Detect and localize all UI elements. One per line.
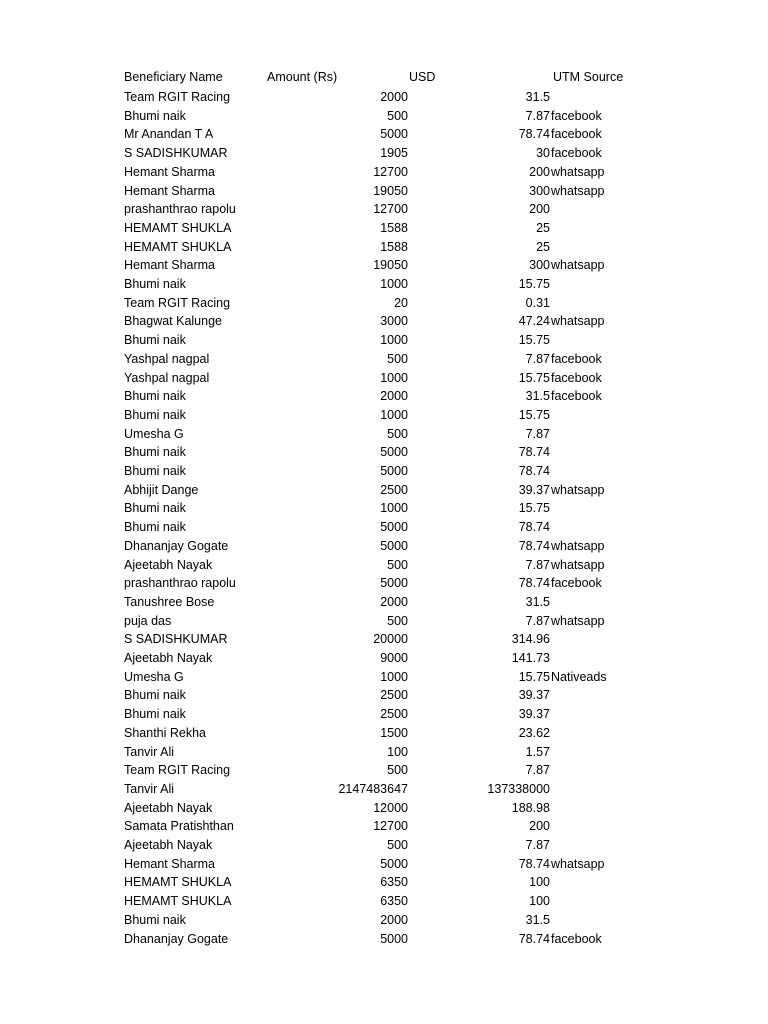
beneficiary-name-cell: Tanvir Ali (124, 781, 175, 796)
table-row (0, 312, 768, 331)
beneficiary-name-cell: puja das (124, 613, 172, 628)
table-row (0, 668, 768, 687)
beneficiary-name-cell: Abhijit Dange (124, 482, 199, 497)
usd-cell: 188.98 (511, 800, 550, 815)
utm-source-cell: facebook (551, 389, 602, 404)
table-row (0, 406, 768, 425)
table-row (0, 107, 768, 126)
usd-cell: 7.87 (525, 426, 550, 441)
usd-cell: 200 (529, 164, 550, 179)
amount-cell: 2500 (380, 482, 408, 497)
usd-cell: 31.5 (525, 389, 550, 404)
beneficiary-name-cell: Shanthi Rekha (124, 725, 207, 740)
usd-cell: 100 (529, 875, 550, 890)
usd-cell: 78.74 (518, 445, 550, 460)
amount-cell: 9000 (380, 651, 408, 665)
table-row (0, 350, 768, 369)
utm-source-cell: facebook (551, 108, 602, 123)
table-row (0, 425, 768, 444)
usd-cell: 25 (536, 239, 550, 254)
utm-source-cell: Nativeads (551, 669, 607, 684)
beneficiary-name-cell: Team RGIT Racing (124, 763, 231, 778)
utm-source-cell: facebook (551, 127, 602, 142)
table-row (0, 649, 768, 668)
beneficiary-name-cell: HEMAMT SHUKLA (124, 875, 232, 890)
table-row (0, 593, 768, 612)
amount-cell: 500 (387, 426, 408, 441)
table-row (0, 219, 768, 238)
table-row (0, 275, 768, 294)
amount-cell: 2000 (380, 594, 408, 609)
table-row (0, 144, 768, 163)
usd-cell: 15.75 (518, 669, 550, 684)
amount-cell: 5000 (380, 856, 408, 871)
usd-cell: 78.74 (518, 931, 550, 946)
usd-cell: 78.74 (518, 538, 550, 553)
table-row (0, 331, 768, 350)
table-row (0, 799, 768, 818)
utm-source-cell: facebook (551, 370, 602, 385)
table-row (0, 930, 768, 949)
table-row (0, 200, 768, 219)
table-row (0, 817, 768, 836)
table-row (0, 873, 768, 892)
amount-cell: 5000 (380, 445, 408, 460)
table-row (0, 630, 768, 649)
table-row (0, 88, 768, 107)
amount-cell: 5000 (380, 576, 408, 591)
usd-cell: 78.74 (518, 576, 550, 591)
amount-cell: 20000 (373, 632, 408, 647)
amount-cell: 2000 (380, 90, 408, 104)
amount-cell: 2147483647 (338, 781, 408, 796)
header-amount: Amount (Rs) (267, 70, 338, 84)
utm-source-cell: facebook (551, 576, 602, 591)
amount-cell: 500 (387, 557, 408, 572)
table-row (0, 743, 768, 762)
amount-cell: 500 (387, 763, 408, 778)
usd-cell: 7.87 (525, 613, 550, 628)
amount-cell: 100 (387, 744, 408, 759)
beneficiary-name-cell: Yashpal nagpal (124, 351, 210, 366)
table-row (0, 294, 768, 313)
amount-cell: 1588 (380, 239, 408, 254)
amount-cell: 1000 (380, 333, 408, 348)
beneficiary-name-cell: Bhumi naik (124, 912, 186, 927)
amount-cell: 6350 (380, 875, 408, 890)
table-row (0, 537, 768, 556)
beneficiary-name-cell: Bhumi naik (124, 333, 186, 348)
amount-cell: 20 (394, 295, 408, 310)
beneficiary-name-cell: Dhananjay Gogate (124, 931, 229, 946)
table-row (0, 256, 768, 275)
beneficiary-name-cell: Tanushree Bose (124, 594, 215, 609)
beneficiary-name-cell: Dhananjay Gogate (124, 538, 229, 553)
usd-cell: 15.75 (518, 370, 550, 385)
amount-cell: 1000 (380, 277, 408, 291)
usd-cell: 15.75 (518, 501, 550, 516)
table-row (0, 724, 768, 743)
beneficiary-name-cell: Bhumi naik (124, 501, 186, 516)
beneficiary-name-cell: Bhumi naik (124, 407, 186, 422)
utm-source-cell: whatsapp (551, 482, 605, 497)
usd-cell: 78.74 (518, 856, 550, 871)
amount-cell: 6350 (380, 894, 408, 909)
usd-cell: 39.37 (518, 707, 550, 722)
usd-cell: 15.75 (518, 407, 550, 422)
beneficiary-name-cell: Bhumi naik (124, 389, 186, 404)
table-row (0, 369, 768, 388)
beneficiary-name-cell: Bhumi naik (124, 520, 186, 535)
usd-cell: 25 (536, 220, 550, 235)
table-row (0, 892, 768, 911)
table-row (0, 780, 768, 799)
usd-cell: 100 (529, 894, 550, 909)
table-row (0, 443, 768, 462)
header-usd: USD (409, 70, 436, 84)
usd-cell: 200 (529, 819, 550, 834)
header-beneficiary-name: Beneficiary Name (124, 70, 223, 84)
amount-cell: 500 (387, 351, 408, 366)
usd-cell: 30 (536, 146, 550, 161)
beneficiary-name-cell: Umesha G (124, 669, 184, 684)
amount-cell: 1000 (380, 669, 408, 684)
header-utm-source: UTM Source (553, 70, 624, 84)
amount-cell: 2500 (380, 688, 408, 703)
usd-cell: 31.5 (525, 594, 550, 609)
usd-cell: 15.75 (518, 333, 550, 348)
table-row (0, 163, 768, 182)
beneficiary-name-cell: prashanthrao rapolu (124, 202, 236, 217)
amount-cell: 2000 (380, 912, 408, 927)
amount-cell: 5000 (380, 931, 408, 946)
beneficiary-name-cell: Bhumi naik (124, 445, 186, 460)
amount-cell: 5000 (380, 538, 408, 553)
amount-cell: 2500 (380, 707, 408, 722)
utm-source-cell: facebook (551, 931, 602, 946)
usd-cell: 1.57 (525, 744, 550, 759)
usd-cell: 7.87 (525, 108, 550, 123)
beneficiary-name-cell: HEMAMT SHUKLA (124, 239, 232, 254)
amount-cell: 5000 (380, 127, 408, 142)
utm-source-cell: whatsapp (551, 613, 605, 628)
beneficiary-name-cell: Hemant Sharma (124, 183, 216, 198)
usd-cell: 39.37 (518, 688, 550, 703)
table-row (0, 761, 768, 780)
usd-cell: 300 (529, 258, 550, 273)
amount-cell: 19050 (373, 258, 408, 273)
beneficiary-name-cell: HEMAMT SHUKLA (124, 894, 232, 909)
table-row (0, 462, 768, 481)
utm-source-cell: whatsapp (551, 164, 605, 179)
amount-cell: 3000 (380, 314, 408, 329)
amount-cell: 5000 (380, 520, 408, 535)
amount-cell: 12700 (373, 202, 408, 217)
utm-source-cell: facebook (551, 351, 602, 366)
table-row (0, 612, 768, 631)
amount-cell: 500 (387, 613, 408, 628)
table-row (0, 686, 768, 705)
amount-cell: 5000 (380, 464, 408, 478)
amount-cell: 1588 (380, 220, 408, 235)
usd-cell: 200 (529, 202, 550, 217)
usd-cell: 141.73 (511, 651, 550, 665)
usd-cell: 314.96 (511, 632, 550, 647)
table-row (0, 855, 768, 874)
beneficiary-name-cell: Bhumi naik (124, 688, 186, 703)
usd-cell: 78.74 (518, 127, 550, 142)
beneficiary-name-cell: Ajeetabh Nayak (124, 838, 213, 852)
usd-cell: 39.37 (518, 482, 550, 497)
beneficiary-name-cell: S SADISHKUMAR (124, 632, 228, 647)
beneficiary-name-cell: Team RGIT Racing (124, 90, 231, 104)
amount-cell: 1500 (380, 725, 408, 740)
usd-cell: 0.31 (525, 295, 550, 310)
beneficiary-name-cell: Hemant Sharma (124, 164, 216, 179)
beneficiary-name-cell: Yashpal nagpal (124, 370, 210, 385)
beneficiary-name-cell: Bhumi naik (124, 707, 186, 722)
utm-source-cell: whatsapp (551, 856, 605, 871)
table-row (0, 238, 768, 257)
beneficiary-name-cell: Mr Anandan T A (124, 127, 214, 142)
table-row (0, 836, 768, 855)
usd-cell: 23.62 (518, 725, 550, 740)
beneficiary-name-cell: Bhumi naik (124, 277, 186, 291)
utm-source-cell: whatsapp (551, 538, 605, 553)
table-row (0, 387, 768, 406)
usd-cell: 47.24 (518, 314, 550, 329)
usd-cell: 7.87 (525, 763, 550, 778)
table-row (0, 481, 768, 500)
amount-cell: 500 (387, 108, 408, 123)
usd-cell: 137338000 (487, 781, 550, 796)
beneficiary-name-cell: Team RGIT Racing (124, 295, 231, 310)
beneficiary-name-cell: Samata Pratishthan (124, 819, 234, 834)
table-row (0, 518, 768, 537)
amount-cell: 19050 (373, 183, 408, 198)
amount-cell: 1000 (380, 407, 408, 422)
usd-cell: 7.87 (525, 838, 550, 852)
utm-source-cell: whatsapp (551, 258, 605, 273)
beneficiary-name-cell: Bhumi naik (124, 108, 186, 123)
beneficiary-name-cell: Bhagwat Kalunge (124, 314, 222, 329)
beneficiary-name-cell: Hemant Sharma (124, 258, 216, 273)
table-row (0, 574, 768, 593)
beneficiary-name-cell: Umesha G (124, 426, 184, 441)
usd-cell: 78.74 (518, 464, 550, 478)
amount-cell: 1000 (380, 501, 408, 516)
usd-cell: 31.5 (525, 90, 550, 104)
table-row (0, 911, 768, 930)
header-row (0, 68, 768, 87)
usd-cell: 31.5 (525, 912, 550, 927)
beneficiary-name-cell: Hemant Sharma (124, 856, 216, 871)
beneficiary-name-cell: HEMAMT SHUKLA (124, 220, 232, 235)
table-row (0, 705, 768, 724)
beneficiary-name-cell: Ajeetabh Nayak (124, 800, 213, 815)
usd-cell: 78.74 (518, 520, 550, 535)
utm-source-cell: whatsapp (551, 557, 605, 572)
table-row (0, 556, 768, 575)
beneficiary-name-cell: S SADISHKUMAR (124, 146, 228, 161)
utm-source-cell: facebook (551, 146, 602, 161)
usd-cell: 7.87 (525, 557, 550, 572)
amount-cell: 12000 (373, 800, 408, 815)
amount-cell: 12700 (373, 164, 408, 179)
amount-cell: 1000 (380, 370, 408, 385)
beneficiary-name-cell: prashanthrao rapolu (124, 576, 236, 591)
usd-cell: 300 (529, 183, 550, 198)
utm-source-cell: whatsapp (551, 314, 605, 329)
amount-cell: 12700 (373, 819, 408, 834)
usd-cell: 15.75 (518, 277, 550, 291)
beneficiary-name-cell: Ajeetabh Nayak (124, 651, 213, 665)
amount-cell: 1905 (380, 146, 408, 161)
beneficiary-name-cell: Tanvir Ali (124, 744, 175, 759)
amount-cell: 500 (387, 838, 408, 852)
beneficiary-name-cell: Ajeetabh Nayak (124, 557, 213, 572)
usd-cell: 7.87 (525, 351, 550, 366)
beneficiary-name-cell: Bhumi naik (124, 464, 186, 478)
table-row (0, 125, 768, 144)
table-row (0, 499, 768, 518)
table-row (0, 182, 768, 201)
amount-cell: 2000 (380, 389, 408, 404)
utm-source-cell: whatsapp (551, 183, 605, 198)
